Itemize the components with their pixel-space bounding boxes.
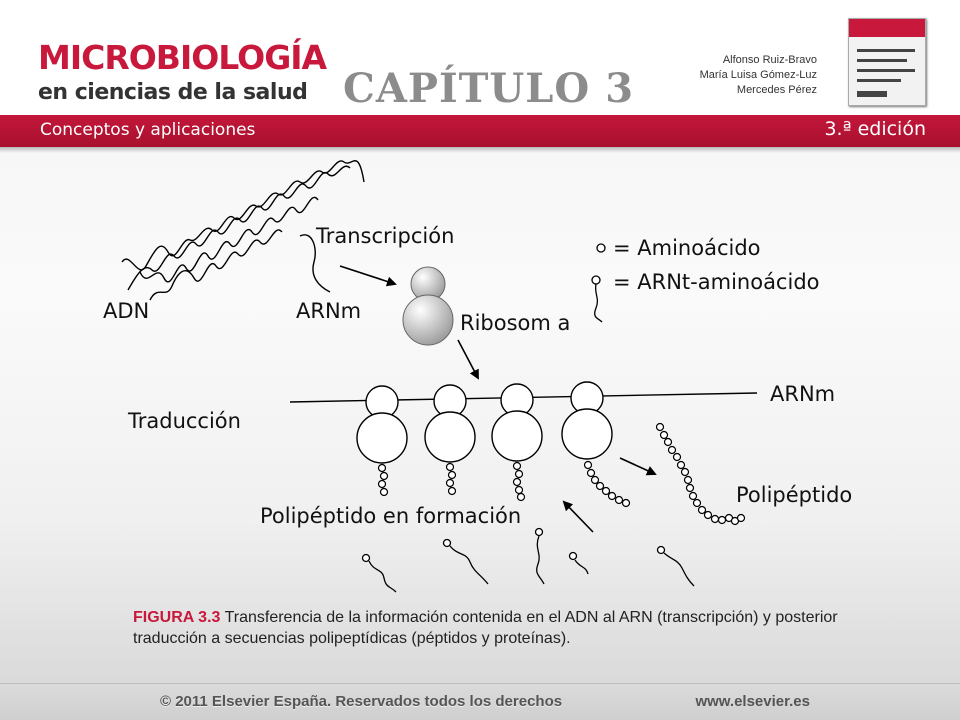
arrow-trna-entry (564, 502, 593, 532)
nascent-chain-1 (379, 465, 388, 496)
ribosome-2 (425, 385, 475, 462)
ribosome-3 (492, 384, 542, 461)
nascent-chain-3 (514, 463, 525, 501)
arrow-to-ribosome (340, 266, 395, 284)
edition-label: 3.ª edición (824, 118, 926, 140)
released-polypeptide-icon (657, 424, 745, 525)
label-ribosome: Ribosom a (460, 311, 571, 335)
copyright-text: © 2011 Elsevier España. Reservados todos los derechos (160, 693, 563, 710)
label-amino-acid: = Aminoácido (613, 236, 761, 260)
arrow-to-polypeptide (620, 458, 655, 474)
amino-acid-symbol-icon (597, 244, 605, 252)
arrow-to-translation (458, 340, 478, 378)
nascent-chain-4 (585, 462, 630, 507)
label-polypeptide: Polipéptido (736, 483, 853, 507)
caption-text: Transferencia de la información contenida en el ADN al ARN (transcripción) y posterior traducción a secuencias polipeptídicas (péptidos y proteínas). (133, 609, 838, 647)
figure-caption (133, 607, 893, 649)
book-subtitle: en ciencias de la salud (38, 80, 308, 105)
label-trna: = ARNt-aminoácido (613, 270, 820, 294)
author-1: Alfonso Ruiz-Bravo (722, 54, 817, 66)
label-polypeptide-forming: Polipéptido en formación (260, 504, 522, 528)
ribosome-icon (403, 267, 453, 345)
ribosome-1 (357, 386, 407, 463)
publisher-website-link[interactable]: www.elsevier.es (695, 693, 810, 710)
book-title: MICROBIOLOGÍA (38, 38, 327, 77)
chapter-title: CAPÍTULO 3 (343, 65, 635, 112)
author-3: Mercedes Pérez (736, 84, 817, 96)
label-mrna-line: ARNm (770, 382, 836, 406)
figure-number: FIGURA 3.3 (133, 609, 221, 626)
free-trna-group (363, 529, 695, 593)
footer-divider (0, 683, 960, 684)
band-subtitle: Conceptos y aplicaciones (40, 120, 256, 140)
ribosome-4 (562, 382, 612, 459)
label-dna: ADN (103, 299, 150, 323)
label-translation: Traducción (128, 409, 241, 433)
label-mrna-top: ARNm (296, 299, 362, 323)
nascent-chain-2 (447, 464, 456, 495)
author-2: María Luisa Gómez-Luz (699, 69, 817, 81)
trna-symbol-icon (592, 276, 602, 322)
label-transcription: Transcripción (316, 224, 455, 248)
